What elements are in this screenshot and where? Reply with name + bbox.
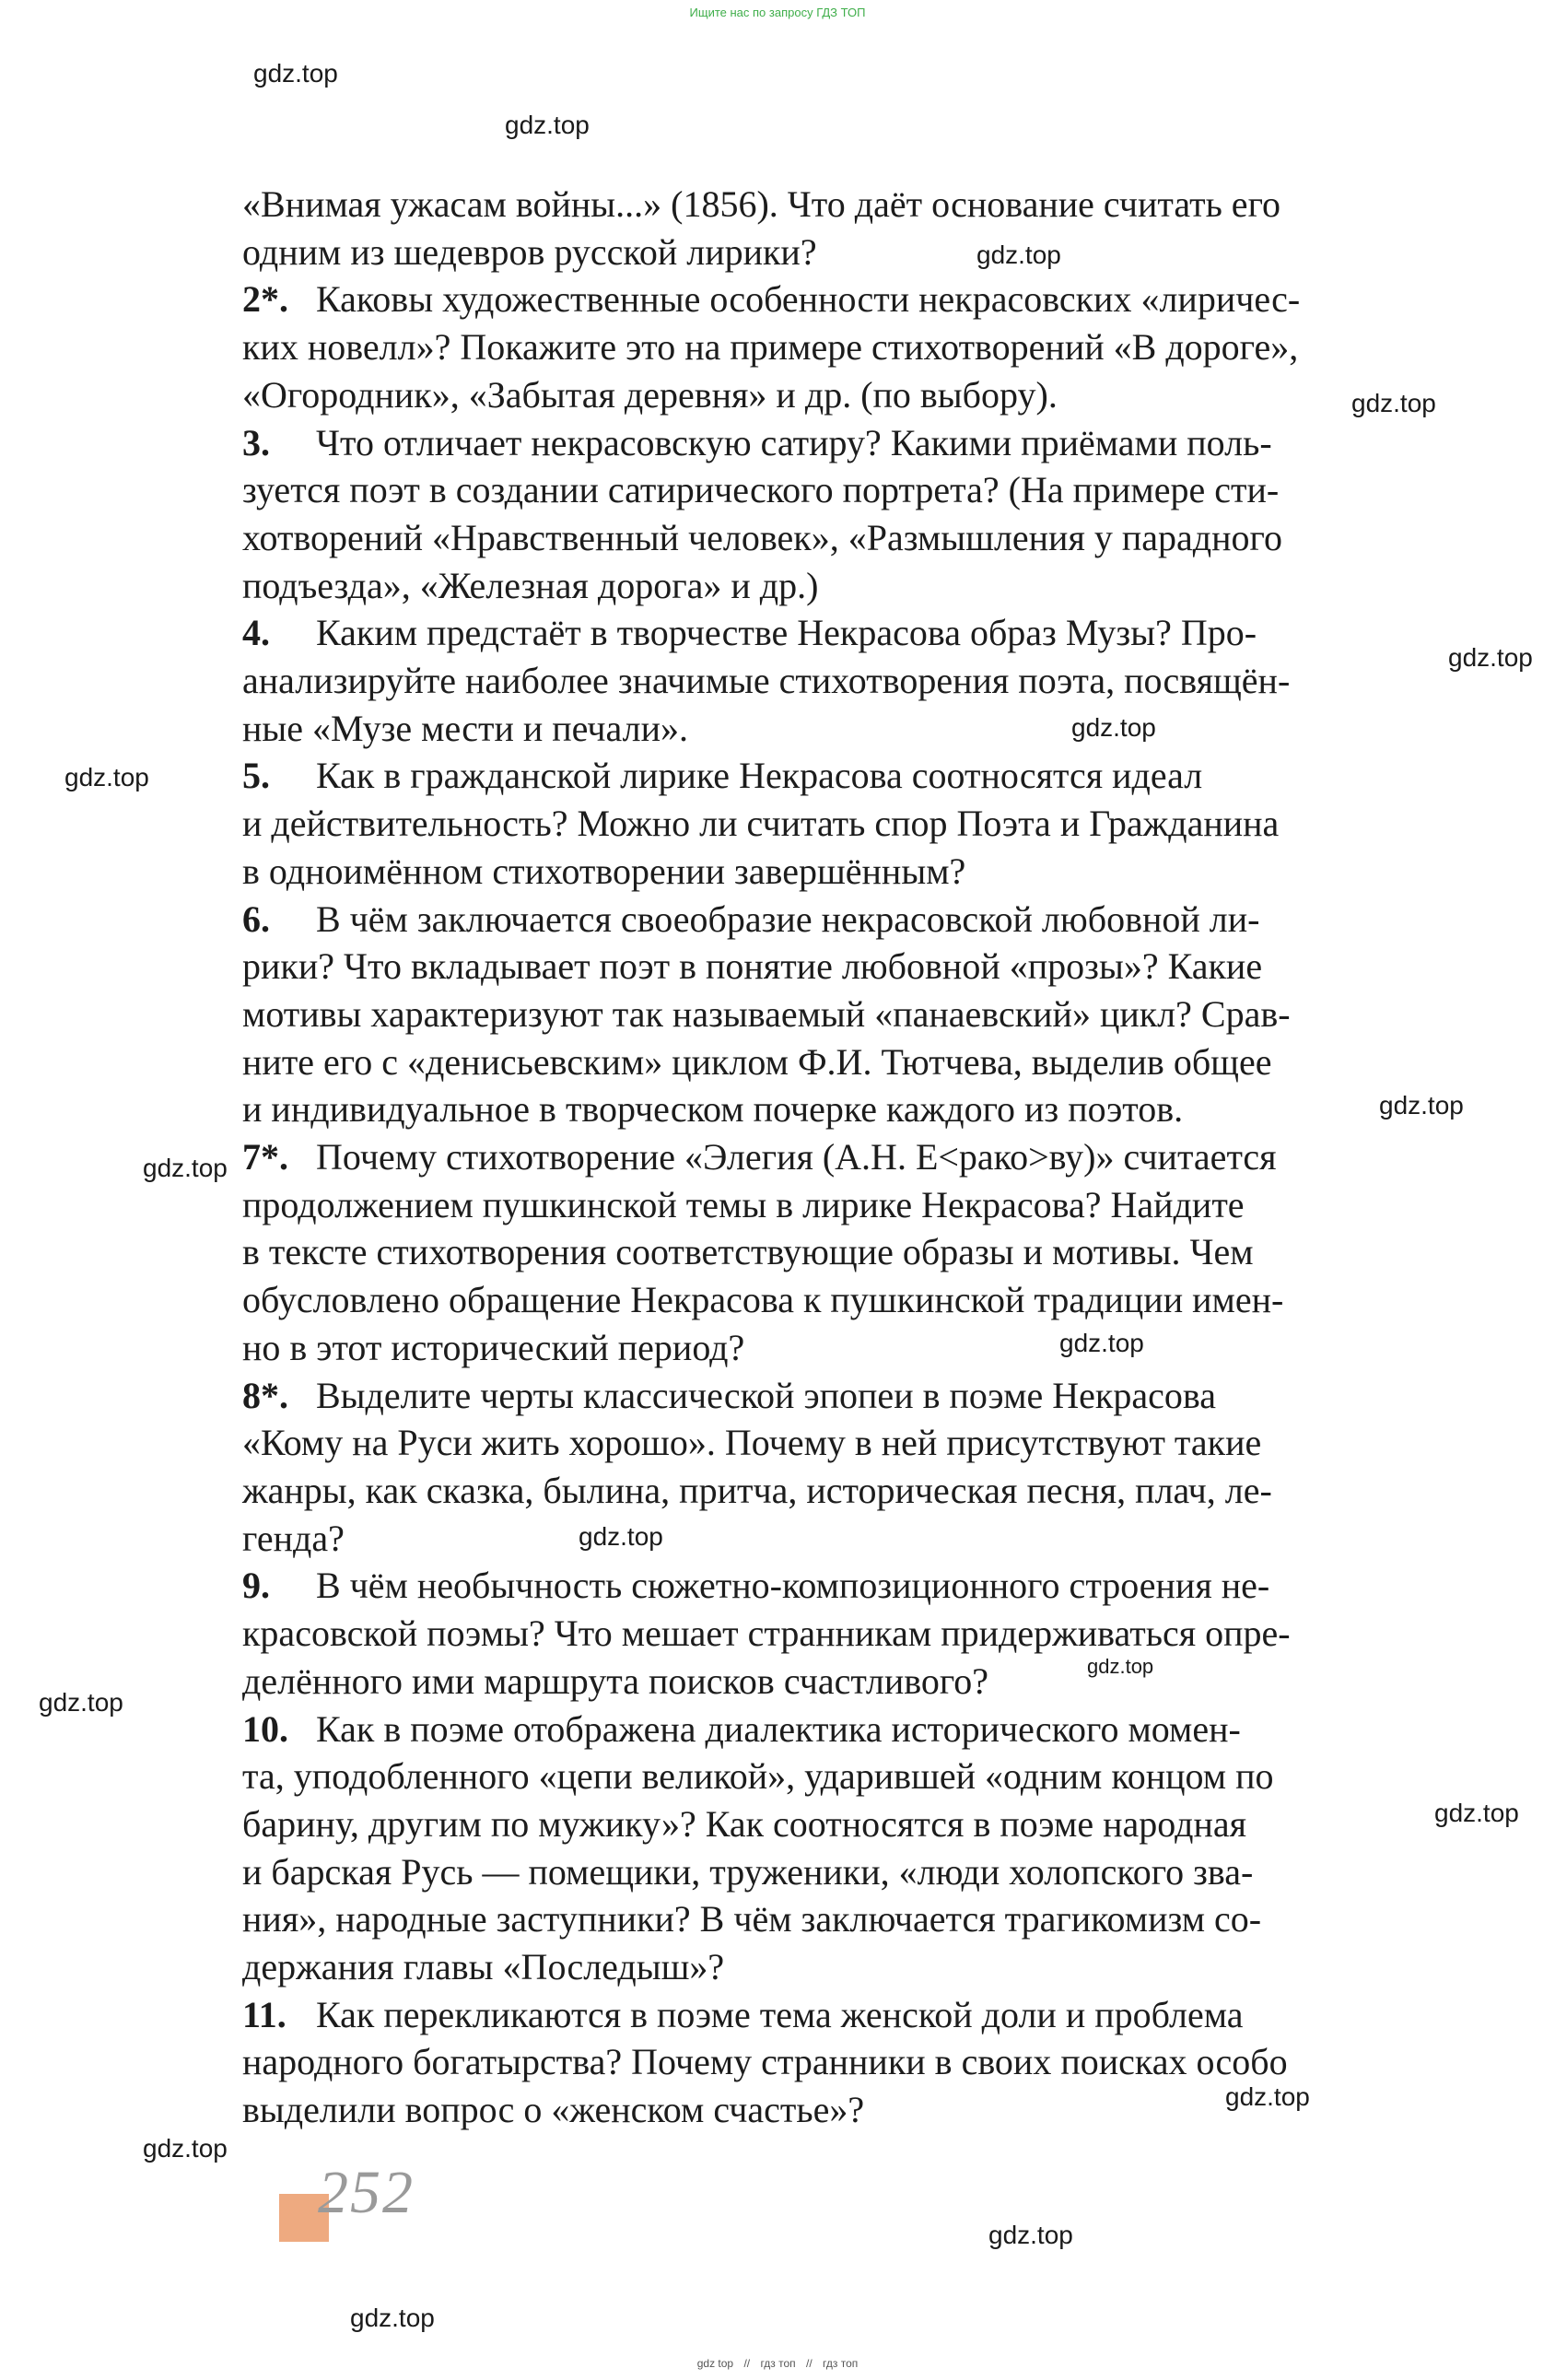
watermark: gdz.top: [253, 59, 338, 88]
question-11: [242, 1991, 1403, 2134]
bottom-banner-item: гдз топ: [760, 2357, 796, 2370]
question-line: Почему стихотворение «Элегия (А.Н. Е<рако>ву)» считается: [316, 1136, 1277, 1178]
question-line: хотворений «Нравственный человек», «Размышления у парадного: [242, 516, 1282, 558]
question-9: [242, 1562, 1403, 1705]
bottom-banner-separator: //: [806, 2357, 813, 2370]
watermark: gdz.top: [988, 2221, 1073, 2249]
question-line: делённого ими маршрута поисков счастливого?: [242, 1659, 989, 1702]
watermark: gdz.top: [350, 2304, 435, 2332]
question-line: генда?: [242, 1517, 345, 1559]
question-line: Как перекликаются в поэме тема женской доли и проблема: [316, 1993, 1244, 2035]
question-line: анализируйте наиболее значимые стихотворения поэта, посвящён-: [242, 660, 1291, 702]
top-banner: Ищите нас по запросу ГДЗ ТОП: [689, 6, 866, 19]
question-line: В чём заключается своеобразие некрасовской любовной ли-: [316, 897, 1260, 940]
questions-text: [242, 181, 1403, 2134]
question-number: 5.: [242, 755, 270, 797]
question-number: 3.: [242, 421, 270, 463]
question-line: ните его с «денисьевским» циклом Ф.И. Тютчева, выделив общее: [242, 1040, 1272, 1083]
watermark: gdz.top: [1059, 1329, 1144, 1357]
question-number: 7*.: [242, 1136, 288, 1178]
watermark: gdz.top: [1448, 643, 1533, 672]
question-line: та, уподобленного «цепи великой», ударившей «одним концом по: [242, 1755, 1274, 1798]
question-line: обусловлено обращение Некрасова к пушкинской традиции имен-: [242, 1279, 1284, 1321]
watermark: gdz.top: [143, 1154, 228, 1182]
question-line: жанры, как сказка, былина, притча, историческая песня, плач, ле-: [242, 1469, 1272, 1511]
question-line: подъезда», «Железная дорога» и др.): [242, 564, 819, 606]
question-number: 2*.: [242, 278, 288, 321]
watermark: gdz.top: [1071, 713, 1156, 742]
question-6: [242, 896, 1403, 1134]
question-number: 10.: [242, 1707, 288, 1750]
bottom-banner-item: gdz top: [696, 2357, 734, 2370]
question-line: и барская Русь — помещики, труженики, «люди холопского зва-: [242, 1850, 1254, 1893]
question-2: [242, 276, 1403, 418]
watermark: gdz.top: [1434, 1799, 1519, 1827]
question-line: держания главы «Последыш»?: [242, 1946, 725, 1988]
intro-line: «Внимая ужасам войны...» (1856). Что даёт основание считать его: [242, 183, 1280, 225]
question-line: В чём необычность сюжетно-композиционного строения не-: [316, 1565, 1270, 1607]
question-line: красовской поэмы? Что мешает странникам придерживаться опре-: [242, 1612, 1291, 1655]
watermark: gdz.top: [39, 1688, 123, 1717]
question-line: «Огородник», «Забытая деревня» и др. (по выбору).: [242, 373, 1058, 416]
intro-line: одним из шедевров русской лирики?: [242, 230, 817, 273]
question-line: выделили вопрос о «женском счастье»?: [242, 2089, 865, 2131]
question-number: 6.: [242, 897, 270, 940]
question-line: но в этот исторический период?: [242, 1326, 745, 1368]
question-line: Что отличает некрасовскую сатиру? Какими приёмами поль-: [316, 421, 1272, 463]
question-line: Каковы художественные особенности некрасовских «лиричес-: [316, 278, 1301, 321]
question-7: [242, 1133, 1403, 1372]
question-line: и индивидуальное в творческом почерке каждого из поэтов.: [242, 1088, 1184, 1131]
bottom-banner-item: гдз топ: [823, 2357, 859, 2370]
watermark: gdz.top: [579, 1522, 663, 1551]
question-line: продолжением пушкинской темы в лирике Некрасова? Найдите: [242, 1183, 1245, 1225]
question-line: барину, другим по мужику»? Как соотносятся в поэме народная: [242, 1802, 1247, 1845]
question-line: в тексте стихотворения соответствующие образы и мотивы. Чем: [242, 1231, 1254, 1273]
question-line: ные «Музе мести и печали».: [242, 707, 689, 749]
watermark: gdz.top: [1087, 1655, 1154, 1678]
question-10: [242, 1706, 1403, 1991]
question-line: народного богатырства? Почему странники в своих поисках особо: [242, 2041, 1288, 2083]
question-4: [242, 609, 1403, 752]
question-number: 9.: [242, 1565, 270, 1607]
question-line: мотивы характеризуют так называемый «панаевский» цикл? Срав-: [242, 992, 1291, 1035]
question-line: рики? Что вкладывает поэт в понятие любовной «прозы»? Какие: [242, 945, 1263, 988]
watermark: gdz.top: [143, 2134, 228, 2163]
question-line: «Кому на Руси жить хорошо». Почему в ней присутствуют такие: [242, 1422, 1262, 1464]
question-line: Каким предстаёт в творчестве Некрасова образ Музы? Про-: [316, 612, 1257, 654]
watermark: gdz.top: [505, 111, 590, 139]
watermark: gdz.top: [976, 240, 1061, 269]
question-8: [242, 1372, 1403, 1563]
bottom-banner: [0, 2357, 1555, 2370]
watermark: gdz.top: [1379, 1091, 1464, 1120]
question-line: Выделите черты классической эпопеи в поэме Некрасова: [316, 1374, 1216, 1416]
question-number: 8*.: [242, 1374, 288, 1416]
question-line: ких новелл»? Покажите это на примере стихотворений «В дороге»,: [242, 326, 1299, 369]
question-line: зуется поэт в создании сатирического портрета? (На примере сти-: [242, 469, 1280, 511]
question-number: 4.: [242, 612, 270, 654]
question-5: [242, 752, 1403, 895]
question-line: ния», народные заступники? В чём заключается трагикомизм со-: [242, 1898, 1262, 1940]
question-3: [242, 419, 1403, 610]
bottom-banner-separator: //: [743, 2357, 751, 2370]
question-line: в одноимённом стихотворении завершённым?: [242, 850, 966, 892]
watermark: gdz.top: [1351, 389, 1436, 417]
question-line: Как в поэме отображена диалектика исторического момен-: [316, 1707, 1241, 1750]
intro-paragraph: [242, 181, 1403, 276]
question-number: 11.: [242, 1993, 286, 2035]
question-line: Как в гражданской лирике Некрасова соотносятся идеал: [316, 755, 1203, 797]
watermark: gdz.top: [64, 763, 149, 791]
question-line: и действительность? Можно ли считать спор Поэта и Гражданина: [242, 803, 1280, 845]
page-number: 252: [318, 2159, 415, 2226]
watermark: gdz.top: [1225, 2082, 1310, 2111]
